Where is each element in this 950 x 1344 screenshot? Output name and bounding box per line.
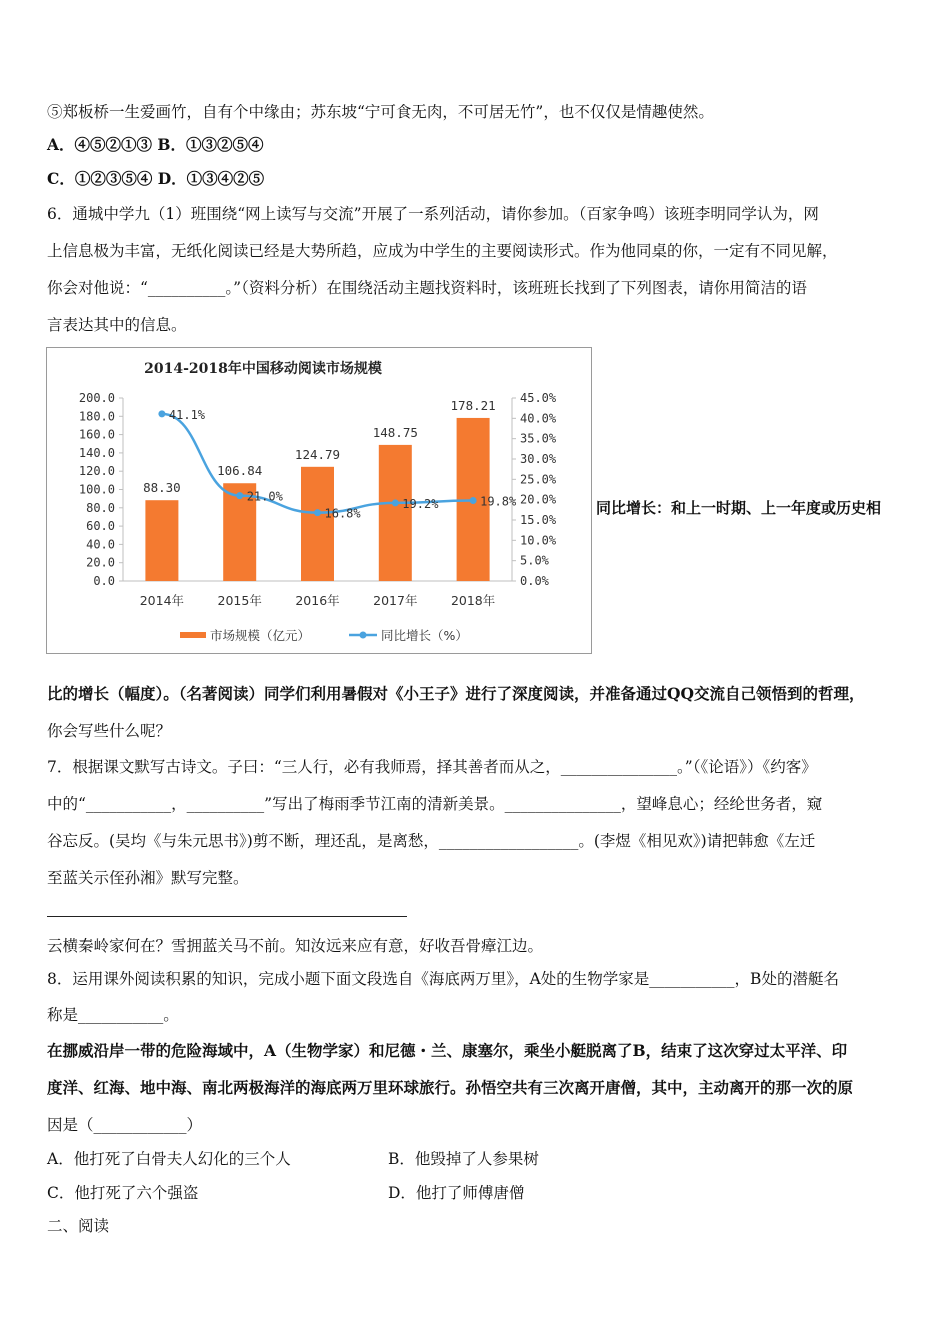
left-tick-label: 0.0 [93, 574, 115, 588]
growth-value-label: 19.8% [480, 494, 517, 509]
option-d: D．他打了师傅唐僧 [388, 1184, 525, 1202]
q5-options-cd: C．①②③⑤④ D．①③④②⑤ [47, 169, 265, 188]
x-tick-label: 2014年 [139, 593, 185, 608]
bar-2016年 [301, 467, 334, 581]
q5-options-ab: A．④⑤②①③ B．①③②⑤④ [47, 135, 264, 154]
q8-line-1: 8．运用课外阅读积累的知识，完成小题下面文段选自《海底两万里》，A处的生物学家是___________，B处的潜艇名 [47, 970, 839, 988]
q7-line-3: 谷忘反。(吴均《与朱元思书》)剪不断，理还乱，是离愁，__________________。(李煜《相见欢》)请把韩愈《左迁 [47, 832, 816, 850]
poem-line: 云横秦岭家何在？雪拥蓝关马不前。知汝远来应有意，好收吾骨瘴江边。 [47, 937, 544, 955]
q7-line-1: 7．根据课文默写古诗文。子曰：“三人行，必有我师焉，择其善者而从之，_______________。”（《论语》）《约客》 [47, 758, 817, 776]
bar-value-label: 88.30 [143, 480, 181, 496]
growth-value-label: 16.8% [324, 506, 361, 521]
q8-line-3: 因是（____________） [47, 1116, 203, 1134]
legend-bar-swatch [180, 632, 206, 638]
q7-line-4: 至蓝关示侄孙湘》默写完整。 [47, 869, 249, 887]
right-tick-label: 0.0% [520, 574, 549, 588]
bar-value-label: 148.75 [372, 424, 418, 440]
right-tick-label: 40.0% [520, 411, 557, 426]
option-a: A．他打死了白骨夫人幻化的三个人 [47, 1150, 291, 1168]
right-tick-label: 15.0% [520, 513, 557, 527]
q7-line-2: 中的“___________，__________”写出了梅雨季节江南的清新美景。_______________，望峰息心；经纶世务者，窥 [47, 795, 823, 813]
growth-value-label: 19.2% [402, 496, 439, 511]
bar-value-label: 124.79 [294, 446, 341, 462]
left-tick-label: 20.0 [86, 555, 115, 570]
right-tick-label: 25.0% [520, 472, 557, 487]
right-tick-label: 45.0% [520, 391, 557, 405]
option-c: C．他打死了六个强盗 [47, 1184, 199, 1202]
right-tick-label: 20.0% [520, 492, 557, 507]
q6-line-4: 言表达其中的信息。 [47, 316, 187, 334]
answer-rule [47, 916, 407, 917]
growth-point-2014年 [158, 410, 165, 417]
right-tick-label: 30.0% [520, 452, 557, 466]
left-tick-label: 160.0 [78, 427, 115, 442]
x-tick-label: 2016年 [295, 593, 340, 608]
bar-2014年 [145, 500, 178, 581]
bar-2017年 [379, 445, 412, 581]
x-tick-label: 2015年 [217, 593, 262, 608]
legend-bar-label: 市场规模（亿元） [210, 628, 311, 643]
q6-line-1: 6．通城中学九（1）班围绕“网上读写与交流”开展了一系列活动，请你参加。（百家争鸣）该班李明同学认为，网 [47, 205, 819, 223]
option-b: B．他毁掉了人参果树 [388, 1150, 539, 1168]
chart-svg [47, 348, 591, 653]
q6-line-6: 你会写些什么呢？ [47, 722, 172, 740]
text-line-1: ⑤郑板桥一生爱画竹，自有个中缘由；苏东坡“宁可食无肉，不可居无竹”，也不仅仅是情趣使然。 [47, 103, 714, 121]
bar-value-label: 178.21 [450, 397, 496, 413]
side-note: 同比增长：和上一时期、上一年度或历史相 [596, 499, 882, 517]
q8-passage-1: 在挪威沿岸一带的危险海域中，A（生物学家）和尼德・兰、康塞尔，乘坐小艇脱离了B，结束了这次穿过太平洋、印 [47, 1041, 848, 1060]
legend-line-label: 同比增长（%） [381, 628, 468, 643]
left-tick-label: 60.0 [86, 519, 115, 534]
x-tick-label: 2018年 [450, 593, 496, 608]
section-heading: 二、阅读 [47, 1217, 110, 1235]
right-tick-label: 35.0% [520, 431, 557, 446]
growth-point-2015年 [236, 492, 243, 499]
growth-point-2018年 [470, 497, 477, 504]
left-tick-label: 120.0 [78, 464, 115, 479]
q6-line-3: 你会对他说：“__________。”（资料分析）在围绕活动主题找资料时，该班班长找到了下列图表，请你用简洁的语 [47, 279, 807, 297]
market-chart [46, 347, 592, 654]
q6-line-2: 上信息极为丰富，无纸化阅读已经是大势所趋，应成为中学生的主要阅读形式。作为他同桌的你，一定有不同见解， [47, 242, 838, 260]
left-tick-label: 200.0 [78, 391, 115, 405]
growth-point-2017年 [392, 499, 399, 506]
growth-point-2016年 [314, 509, 321, 516]
legend-line-marker [360, 632, 367, 639]
growth-value-label: 21.0% [246, 489, 283, 504]
q8-passage-2: 度洋、红海、地中海、南北两极海洋的海底两万里环球旅行。孙悟空共有三次离开唐僧，其中，主动离开的那一次的原 [47, 1078, 854, 1097]
x-tick-label: 2017年 [373, 593, 418, 608]
q8-line-2: 称是___________。 [47, 1006, 179, 1024]
left-tick-label: 80.0 [86, 500, 115, 515]
q6-line-5: 比的增长（幅度）。（名著阅读）同学们利用暑假对《小王子》进行了深度阅读，并准备通过QQ交流自己领悟到的哲理， [47, 684, 865, 703]
left-tick-label: 100.0 [78, 482, 115, 497]
right-tick-label: 10.0% [520, 533, 557, 548]
chart-title: 2014-2018年中国移动阅读市场规模 [144, 361, 382, 377]
left-tick-label: 40.0 [86, 537, 115, 552]
left-tick-label: 180.0 [78, 409, 115, 424]
bar-value-label: 106.84 [217, 463, 263, 479]
right-tick-label: 5.0% [520, 553, 549, 568]
left-tick-label: 140.0 [78, 445, 115, 460]
growth-value-label: 41.1% [168, 407, 206, 422]
